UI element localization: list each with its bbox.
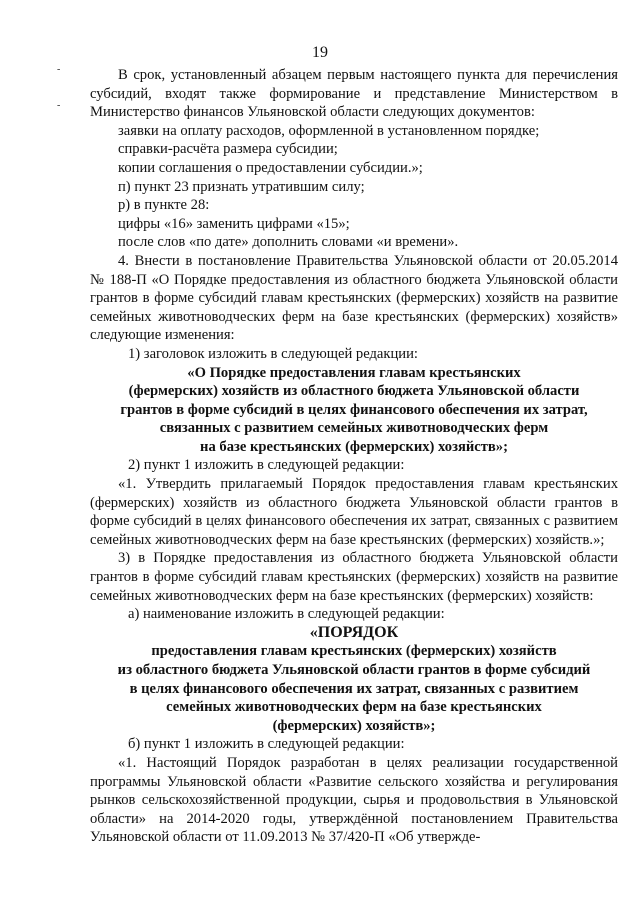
quoted-paragraph: «1. Настоящий Порядок разработан в целях реализации государственной программы Ульяновской области «Развитие сельского хозяйства и регулирования рынков сельскохозяйственной продукции, сырья и продовольствия в Ульяновской области» на 2014-2020 годы, утверждённой постановлением Правительства Ульяновской области от 11.09.2013 № 37/420-П «Об утвержде-	[90, 754, 618, 846]
subitem-1: 1) заголовок изложить в следующей редакции:	[128, 345, 418, 362]
heading-block-2	[90, 624, 618, 736]
paragraph-item-4: 4. Внести в постановление Правительства Ульяновской области от 20.05.2014 № 188-П «О Порядке предоставления из областного бюджета Ульяновской области грантов в форме субсидий главам крестьянских (фермерских) хозяйств на развитие семейных животноводческих ферм на базе крестьянских (фермерских) хозяйств» следующие изменения:	[90, 252, 618, 344]
heading-title: «ПОРЯДОК	[309, 623, 399, 641]
subitem-2: 2) пункт 1 изложить в следующей редакции:	[128, 457, 405, 474]
paragraph-documents-intro: В срок, установленный абзацем первым настоящего пункта для перечисления субсидий, входят также формирование и представление Министерством в Министерство финансов Ульяновской области следующих документов:	[90, 67, 618, 121]
margin-mark: -	[57, 64, 61, 75]
heading-block-1	[90, 364, 618, 457]
heading-line: предоставления главам крестьянских (фермерских) хозяйств	[151, 643, 557, 660]
document-body	[90, 66, 618, 847]
list-item: заявки на оплату расходов, оформленной в установленном порядке;	[118, 122, 540, 139]
quoted-paragraph: «1. Утвердить прилагаемый Порядок предоставления главам крестьянских (фермерских) хозяйств из областного бюджета Ульяновской области грантов в форме субсидий в целях финансового обеспечения их затрат, связанных с развитием семейных животноводческих ферм на базе крестьянских (фермерских) хозяйств.»;	[90, 476, 618, 548]
heading-line: на базе крестьянских (фермерских) хозяйств»;	[200, 438, 508, 455]
subitem-a: а) наименование изложить в следующей редакции:	[128, 606, 445, 623]
list-item: после слов «по дате» дополнить словами «и времени».	[118, 234, 459, 251]
list-item: п) пункт 23 признать утратившим силу;	[118, 178, 365, 195]
subitem-3: 3) в Порядке предоставления из областного бюджета Ульяновской области грантов в форме субсидий главам крестьянских (фермерских) хозяйств на развитие семейных животноводческих ферм на базе крестьянских (фермерских) хозяйств:	[90, 550, 618, 604]
list-item: цифры «16» заменить цифрами «15»;	[118, 215, 350, 232]
heading-line: в целях финансового обеспечения их затрат, связанных с развитием	[129, 680, 579, 697]
heading-line: (фермерских) хозяйств из областного бюджета Ульяновской области	[128, 383, 580, 400]
heading-line: связанных с развитием семейных животноводческих ферм	[159, 420, 549, 437]
list-item: р) в пункте 28:	[118, 197, 210, 214]
heading-line: семейных животноводческих ферм на базе крестьянских	[166, 699, 542, 716]
heading-line: грантов в форме субсидий в целях финансового обеспечения их затрат,	[120, 401, 588, 418]
list-item: копии соглашения о предоставлении субсидии.»;	[118, 159, 423, 176]
page-number: 19	[312, 44, 328, 61]
list-item: справки-расчёта размера субсидии;	[118, 141, 338, 158]
subitem-b: б) пункт 1 изложить в следующей редакции:	[128, 736, 405, 753]
heading-line: из областного бюджета Ульяновской области грантов в форме субсидий	[117, 662, 591, 678]
heading-line: (фермерских) хозяйств»;	[272, 717, 436, 734]
margin-mark: -	[57, 100, 61, 111]
heading-line: «О Порядке предоставления главам крестьянских	[187, 364, 521, 381]
